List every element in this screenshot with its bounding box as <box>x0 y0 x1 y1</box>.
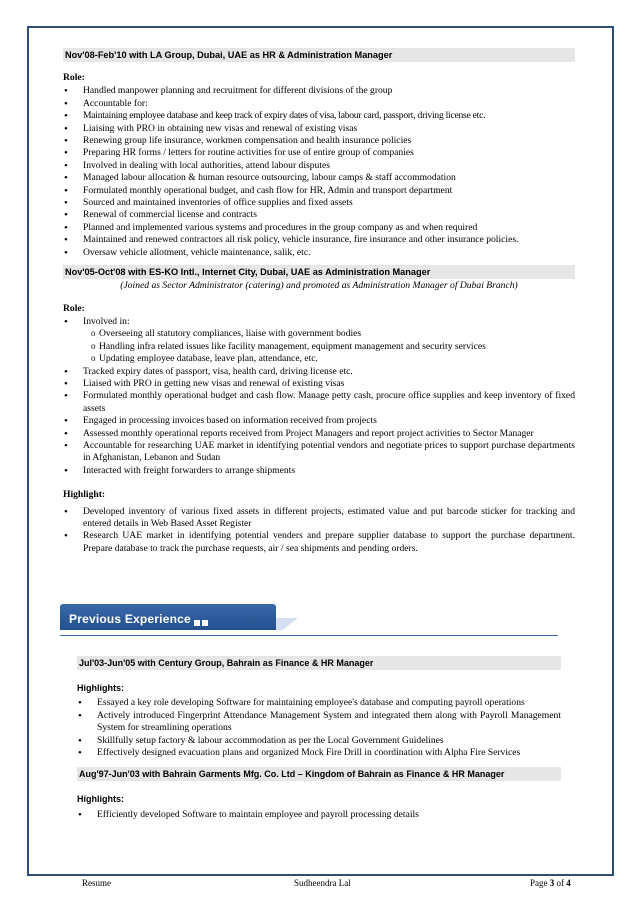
page-current: 3 <box>549 878 555 888</box>
page-total: 4 <box>566 878 571 888</box>
involved-label: Involved in: <box>83 315 130 327</box>
job1-role-label: Role: <box>63 72 85 83</box>
job2-role-label: Role: <box>63 302 85 314</box>
job3-highlights <box>77 697 561 759</box>
list-item: • Managed labour allocation & human resource outsourcing, labour camps & staff accommodation <box>63 172 575 184</box>
sub-list-item: o Overseeing all statutory compliances, liaise with government bodies <box>91 328 575 340</box>
job2-bullets <box>63 316 575 477</box>
job1-bullets <box>63 85 575 259</box>
job2-highlights <box>63 506 575 556</box>
job2-sub-bullets <box>91 328 575 365</box>
list-item: • Assessed monthly operational reports received from Project Managers and report project activities to Sector Manager <box>63 428 575 440</box>
sub-list-item: o Handling infra related issues like facility management, equipment management and security services <box>91 341 575 353</box>
page-label: Page <box>530 878 548 888</box>
list-item: • Maintained and renewed contractors all risk policy, vehicle insurance, fire insurance and other insurance policies. <box>63 234 575 246</box>
of-label: of <box>556 878 564 888</box>
list-item: • Essayed a key role developing Software for maintaining employee's database and computing payroll operations <box>77 697 561 709</box>
list-item: • Preparing HR forms / letters for routine activities for use of entire group of companies <box>63 147 575 159</box>
section-divider <box>60 635 558 636</box>
list-item: • Tracked expiry dates of passport, visa, health card, driving license etc. <box>63 366 575 378</box>
list-item: • Interacted with freight forwarders to arrange shipments <box>63 465 575 477</box>
list-item: • Renewing group life insurance, workmen compensation and health insurance policies <box>63 135 575 147</box>
list-item: • Formulated monthly operational budget, and cash flow for HR, Admin and transport department <box>63 185 575 197</box>
job4-highlight-label: Highlights: <box>77 794 124 805</box>
job2-title-bar: Nov'05-Oct'08 with ES-KO Intl., Internet City, Dubai, UAE as Administration Manager <box>63 265 575 279</box>
job2-subtitle: (Joined as Sector Administrator (catering) and promoted as Administration Manager of Dubai Branch) <box>120 280 518 292</box>
job2-highlight-label: Highlight: <box>63 489 106 501</box>
list-item: • Efficiently developed Software to maintain employee and payroll processing details <box>77 809 561 821</box>
list-item: • Research UAE market in identifying potential venders and prepare supplier database to support the purchase department. Prepare database to track the purchase requests, air / sea shipments and pending orders. <box>63 530 575 555</box>
job3-title-bar: Jul'03-Jun'05 with Century Group, Bahrain as Finance & HR Manager <box>77 656 561 670</box>
job4-title-bar: Aug'97-Jun'03 with Bahrain Garments Mfg. Co. Ltd – Kingdom of Bahrain as Finance & HR Manager <box>77 767 561 781</box>
sub-list-item: o Updating employee database, leave plan, attendance, etc. <box>91 353 575 365</box>
tab-slant-decoration <box>276 618 298 630</box>
list-item: • Accountable for: <box>63 98 575 110</box>
list-item: • Liaised with PRO in getting new visas and renewal of existing visas <box>63 378 575 390</box>
footer-left: Resume <box>82 878 111 888</box>
list-item: • Liaising with PRO in obtaining new visas and renewal of existing visas <box>63 123 575 135</box>
list-item: • Formulated monthly operational budget and cash flow. Manage petty cash, procure office supplies and keep inventory of fixed assets <box>63 390 575 415</box>
job1-title-bar: Nov'08-Feb'10 with LA Group, Dubai, UAE as HR & Administration Manager <box>63 48 575 62</box>
list-item: • Skillfully setup factory & labour accommodation as per the Local Government Guidelines <box>77 735 561 747</box>
previous-content <box>77 656 561 821</box>
list-item: • Involved in dealing with local authorities, attend labour disputes <box>63 160 575 172</box>
list-item: • Renewal of commercial license and contracts <box>63 209 575 221</box>
list-item: • Handled manpower planning and recruitment for different divisions of the group <box>63 85 575 97</box>
list-item: • Actively introduced Fingerprint Attendance Management System and integrated them along with Payroll Management System for streamlining operations <box>77 710 561 735</box>
list-item: • Accountable for researching UAE market in identifying potential vendors and negotiate prices to support purchase departments in Afghanistan, Lebanon and Sudan <box>63 440 575 465</box>
job3-highlight-label: Highlights: <box>77 683 124 693</box>
list-item: • Maintaining employee database and keep track of expiry dates of visa, labour card, passport, driving license etc. <box>63 110 575 122</box>
squares-icon <box>194 613 210 631</box>
list-item: • Planned and implemented various systems and procedures in the group company as and when required <box>63 222 575 234</box>
footer-center: Sudheendra Lal <box>294 878 351 888</box>
previous-experience-section <box>60 604 560 638</box>
list-item <box>63 316 575 366</box>
list-item: • Sourced and maintained inventories of office supplies and fixed assets <box>63 197 575 209</box>
main-content <box>63 48 575 555</box>
list-item: • Developed inventory of various fixed assets in different projects, estimated value and put barcode sticker for tracking and entered details in Web Based Asset Register <box>63 506 575 531</box>
list-item: • Effectively designed evacuation plans and organized Mock Fire Drill in coordination with Alpha Fire Services <box>77 747 561 759</box>
job4-highlights <box>77 809 561 821</box>
list-item: • Oversaw vehicle allotment, vehicle maintenance, salik, etc. <box>63 247 575 259</box>
list-item: • Engaged in processing invoices based on information received from projects <box>63 415 575 427</box>
footer-page-number <box>530 878 571 889</box>
previous-experience-heading: Previous Experience <box>69 612 191 626</box>
